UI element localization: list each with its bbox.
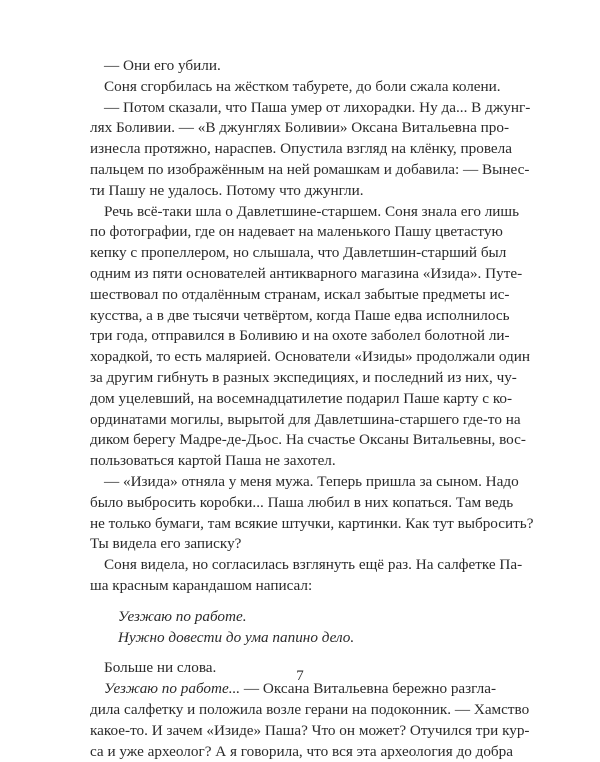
- text-line: не только бумаги, там всякие штучки, картинки. Как тут выбросить?: [90, 514, 486, 535]
- text-line: за другим гибнуть в разных экспедициях, и последний из них, чу-: [90, 368, 486, 389]
- text-line: по фотографии, где он надевает на маленького Пашу цветастую: [90, 222, 486, 243]
- text-line: дом уцелевший, на восемнадцатилетие подарил Паше карту с ко-: [90, 389, 486, 410]
- text-line: изнесла протяжно, нараспев. Опустила взгляд на клёнку, провела: [90, 139, 486, 160]
- text-line: какое-то. И зачем «Изиде» Паша? Что он может? Отучился три кур-: [90, 721, 486, 742]
- text-line: са и уже археолог? А я говорила, что вся эта археология до добра: [90, 742, 486, 762]
- text-line: кепку с пропеллером, но слышала, что Давлетшин-старший был: [90, 243, 486, 264]
- text-line: Речь всё-таки шла о Давлетшине-старшем. Соня знала его лишь: [90, 202, 486, 223]
- text-line: — Потом сказали, что Паша умер от лихорадки. Ну да... В джунг-: [90, 98, 486, 119]
- stanza-gap: [90, 648, 486, 658]
- text-line: ти Пашу не удалось. Потому что джунгли.: [90, 181, 486, 202]
- text-line: Соня сгорбилась на жёстком табурете, до боли сжала колени.: [90, 77, 486, 98]
- text-line: ординатами могилы, вырытой для Давлетшина-старшего где-то на: [90, 410, 486, 431]
- page-text: [90, 56, 486, 762]
- text-line: одним из пяти основателей антикварного магазина «Изида». Путе-: [90, 264, 486, 285]
- note-line: Нужно довести до ума папино дело.: [90, 628, 486, 649]
- text-line: три года, отправился в Боливию и на охоте заболел болотной ли-: [90, 326, 486, 347]
- text-line: хорадкой, то есть малярией. Основатели «Изиды» продолжали один: [90, 347, 486, 368]
- quoted-note: Уезжаю по работе...: [104, 680, 240, 697]
- stanza-gap: [90, 597, 486, 607]
- text-line: ша красным карандашом написал:: [90, 576, 486, 597]
- note-line: Уезжаю по работе.: [90, 607, 486, 628]
- text-line: диком берегу Мадре-де-Дьос. На счастье Оксаны Витальевны, вос-: [90, 430, 486, 451]
- text-line: шествовал по отдалённым странам, искал забытые предметы ис-: [90, 285, 486, 306]
- text-line: Ты видела его записку?: [90, 534, 486, 555]
- text-line: лях Боливии. — «В джунглях Боливии» Оксана Витальевна про-: [90, 118, 486, 139]
- text-line: дила салфетку и положила возле герани на подоконник. — Хамство: [90, 700, 486, 721]
- text-line: — Они его убили.: [90, 56, 486, 77]
- text-line: Соня видела, но согласилась взглянуть ещё раз. На салфетке Па-: [90, 555, 486, 576]
- text-span: — Оксана Витальевна бережно разгла-: [240, 680, 496, 697]
- text-line: Больше ни слова.: [90, 658, 486, 679]
- text-line: пальцем по изображённым на ней ромашкам и добавила: — Вынес-: [90, 160, 486, 181]
- text-line: было выбросить коробки... Паша любил в них копаться. Там ведь: [90, 493, 486, 514]
- page-number: 7: [0, 668, 600, 685]
- text-line: — «Изида» отняла у меня мужа. Теперь пришла за сыном. Надо: [90, 472, 486, 493]
- text-line: пользоваться картой Паша не захотел.: [90, 451, 486, 472]
- text-line: кусства, а в две тысячи четвёртом, когда Паше едва исполнилось: [90, 306, 486, 327]
